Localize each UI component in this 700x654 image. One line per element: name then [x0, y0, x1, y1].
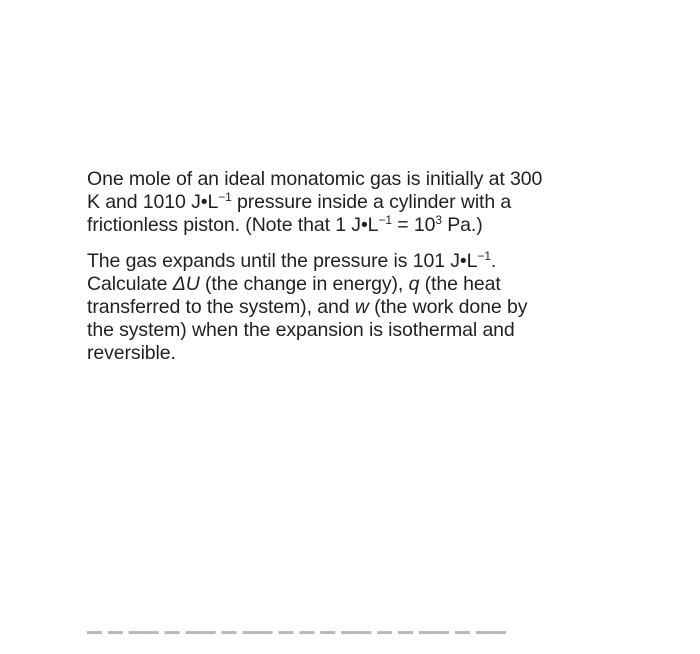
text-line: [87, 319, 647, 342]
text-line: [87, 273, 647, 296]
variable-delta-u: ΔU: [172, 273, 200, 295]
cut-off-text-line: [87, 628, 557, 654]
text-fragment: (the work done by: [368, 296, 528, 318]
text-fragment: frictionless piston. (Note that 1 J•L: [87, 214, 379, 236]
text-fragment: reversible.: [87, 342, 176, 364]
superscript: −1: [378, 213, 392, 227]
problem-paragraph-2: [87, 250, 647, 365]
problem-text: [87, 168, 647, 365]
text-line: [87, 214, 647, 237]
text-fragment: (the change in energy),: [199, 273, 409, 295]
text-fragment: One mole of an ideal monatomic gas is initially at 300: [87, 168, 543, 190]
text-fragment: .: [490, 250, 497, 272]
variable-q: q: [408, 273, 420, 295]
text-fragment: Pa.): [441, 214, 483, 236]
superscript: 3: [435, 213, 442, 227]
variable-w: w: [354, 296, 369, 318]
text-fragment: pressure inside a cylinder with a: [231, 191, 512, 213]
text-fragment: = 10: [391, 214, 436, 236]
text-line: [87, 250, 647, 273]
text-fragment: the system) when the expansion is isothermal and: [87, 319, 515, 341]
text-line: [87, 191, 647, 214]
cut-off-text-glyphs: ▔ ▔ ▔▔ ▔ ▔▔ ▔ ▔▔ ▔ ▔ ▔ ▔▔ ▔ ▔ ▔▔ ▔ ▔▔: [87, 633, 507, 654]
text-fragment: The gas expands until the pressure is 101 J•L: [87, 250, 478, 272]
text-fragment: (the heat: [419, 273, 501, 295]
text-fragment: transferred to the system), and: [87, 296, 355, 318]
text-line: [87, 168, 647, 191]
problem-paragraph-1: [87, 168, 647, 237]
text-fragment: Calculate: [87, 273, 173, 295]
superscript: −1: [477, 249, 491, 263]
text-line: [87, 342, 647, 365]
superscript: −1: [218, 190, 232, 204]
text-line: [87, 296, 647, 319]
text-fragment: K and 1010 J•L: [87, 191, 219, 213]
